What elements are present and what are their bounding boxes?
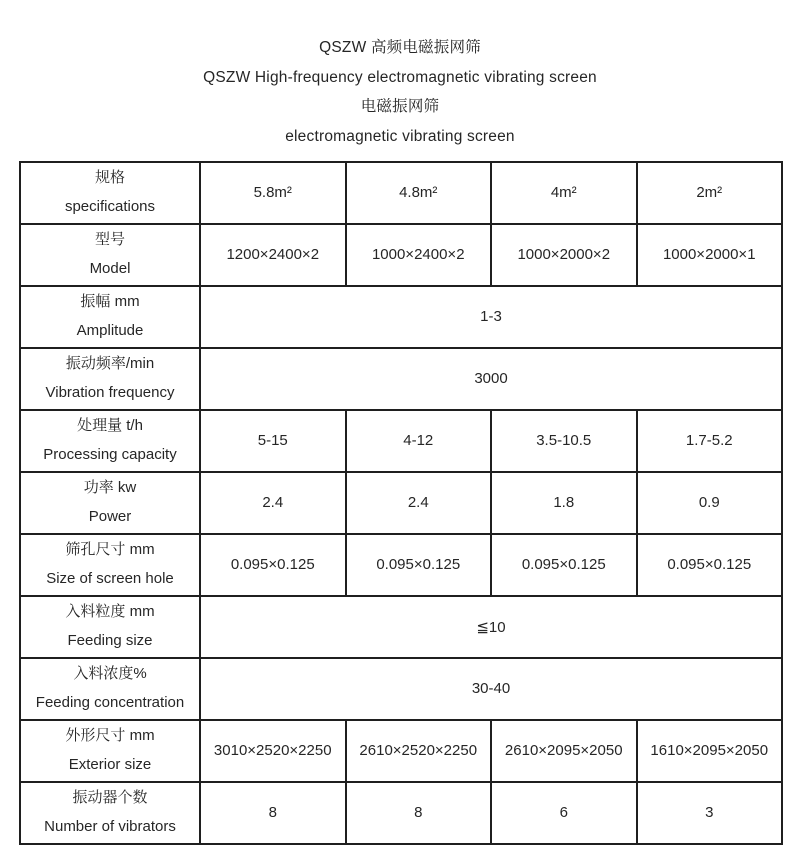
cell-value-span: ≦10 [200,596,782,658]
cell-value: 1.8 [491,472,637,534]
cell-value: 1000×2400×2 [346,224,492,286]
row-label-zh: 型号 [94,231,125,248]
row-label-zh: 振幅 mm [80,293,140,310]
row-header-screen-hole-size [20,534,200,596]
row-label-zh: 筛孔尺寸 mm [65,541,155,558]
cell-value: 1610×2095×2050 [637,720,783,782]
row-feeding-concentration [20,658,782,720]
row-label-zh: 入料粒度 mm [65,603,155,620]
cell-value-span: 1-3 [200,286,782,348]
cell-value: 8 [200,782,346,844]
row-header-model [20,224,200,286]
row-header-exterior-size [20,720,200,782]
cell-value: 0.9 [637,472,783,534]
cell-value: 1200×2400×2 [200,224,346,286]
row-vibration-frequency [20,348,782,410]
doc-subtitle-zh: 电磁振网筛 [360,98,440,115]
row-label-en: Feeding concentration [35,694,185,711]
row-label-en: Size of screen hole [46,570,174,587]
doc-subtitle-en: electromagnetic vibrating screen [285,127,515,145]
cell-value: 4m² [491,162,637,224]
cell-value: 0.095×0.125 [637,534,783,596]
cell-value: 6 [491,782,637,844]
row-label-en: specifications [64,198,156,215]
row-processing-capacity [20,410,782,472]
cell-value: 4-12 [346,410,492,472]
row-header-processing-capacity [20,410,200,472]
row-power [20,472,782,534]
cell-value: 2610×2095×2050 [491,720,637,782]
row-amplitude [20,286,782,348]
row-label-en: Amplitude [76,322,144,339]
row-label-zh: 功率 kw [83,479,137,496]
row-label-en: Power [88,508,132,525]
row-label-en: Exterior size [68,756,152,773]
row-label-zh: 振动频率/min [65,355,155,372]
cell-value: 0.095×0.125 [346,534,492,596]
cell-value: 2.4 [200,472,346,534]
cell-value: 8 [346,782,492,844]
cell-value: 2m² [637,162,783,224]
doc-title-en: QSZW High-frequency electromagnetic vibrating screen [203,68,597,86]
row-label-zh: 振动器个数 [72,789,148,806]
title-block [0,0,800,147]
row-label-zh: 规格 [94,169,125,186]
cell-value-span: 3000 [200,348,782,410]
cell-value: 3.5-10.5 [491,410,637,472]
row-feeding-size [20,596,782,658]
cell-value: 1000×2000×1 [637,224,783,286]
row-label-en: Number of vibrators [44,818,176,835]
row-exterior-size [20,720,782,782]
cell-value: 0.095×0.125 [491,534,637,596]
row-screen-hole-size [20,534,782,596]
row-header-feeding-size [20,596,200,658]
doc-title-zh: QSZW 高频电磁振网筛 [319,39,481,56]
row-label-zh: 外形尺寸 mm [65,727,155,744]
cell-value: 5.8m² [200,162,346,224]
cell-value: 3 [637,782,783,844]
row-header-feeding-concentration [20,658,200,720]
cell-value: 4.8m² [346,162,492,224]
row-header-amplitude [20,286,200,348]
row-specifications [20,162,782,224]
cell-value-span: 30-40 [200,658,782,720]
row-header-power [20,472,200,534]
row-label-zh: 入料浓度% [73,665,147,682]
spec-table [19,161,783,845]
cell-value: 2.4 [346,472,492,534]
cell-value: 0.095×0.125 [200,534,346,596]
row-header-vibrator-count [20,782,200,844]
row-label-en: Model [89,260,131,277]
cell-value: 1000×2000×2 [491,224,637,286]
row-header-specifications [20,162,200,224]
cell-value: 1.7-5.2 [637,410,783,472]
row-label-zh: 处理量 t/h [77,417,143,434]
row-label-en: Processing capacity [43,446,177,463]
cell-value: 2610×2520×2250 [346,720,492,782]
row-label-en: Vibration frequency [45,384,175,401]
row-vibrator-count [20,782,782,844]
row-model [20,224,782,286]
cell-value: 5-15 [200,410,346,472]
row-label-en: Feeding size [67,632,153,649]
row-header-vibration-frequency [20,348,200,410]
cell-value: 3010×2520×2250 [200,720,346,782]
